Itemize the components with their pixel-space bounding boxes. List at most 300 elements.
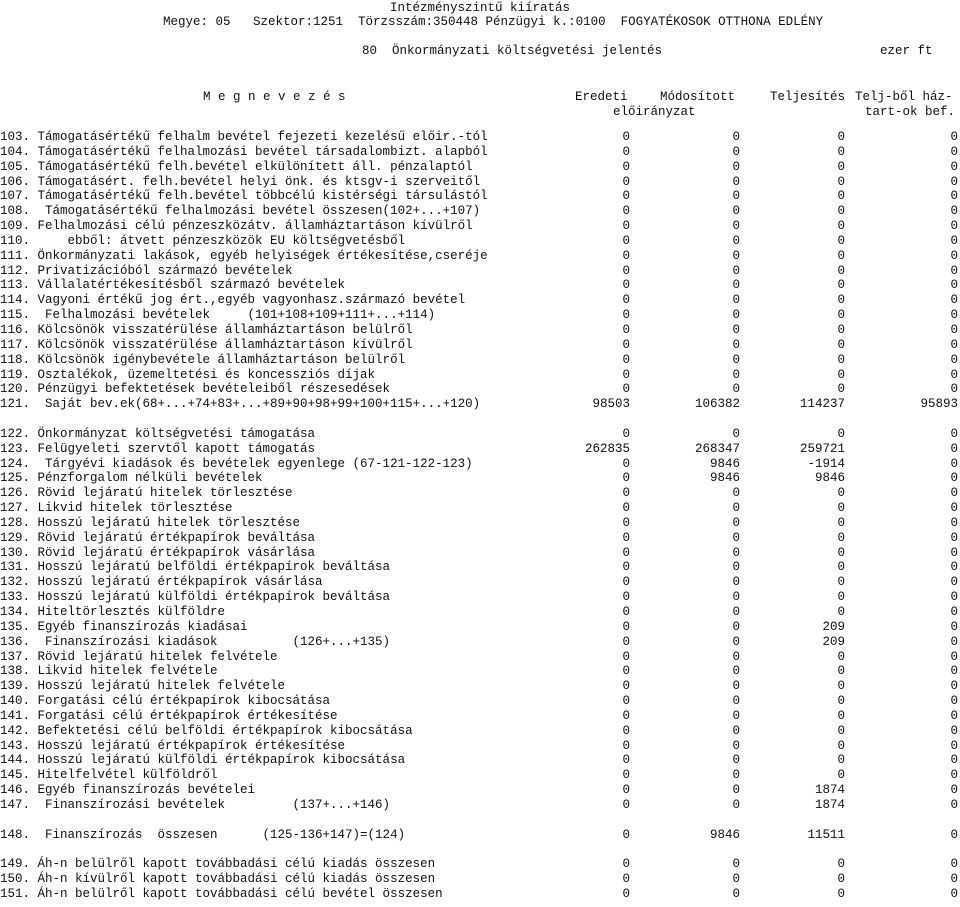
value-performance: 1874	[814, 783, 845, 798]
row-label: 149. Áh-n belülről kapott továbbadási célú kiadás összesen	[0, 857, 436, 872]
value-modified: 0	[732, 322, 740, 337]
value-performance: 0	[837, 367, 845, 382]
value-original: 0	[622, 263, 630, 278]
value-performance: 0	[837, 738, 845, 753]
header-line-institution: Megye: 05 Szektor:1251 Törzsszám:350448 Pénzügyi k.:0100 FOGYATÉKOSOK OTTHONA EDLÉNY	[163, 15, 824, 29]
value-performance: 0	[837, 263, 845, 278]
value-from-performance: 0	[950, 486, 958, 501]
value-from-performance: 0	[950, 738, 958, 753]
table-row	[0, 457, 960, 472]
value-from-performance: 0	[950, 501, 958, 516]
row-label: 116. Kölcsönök visszatérülése államháztartáson belülről	[0, 322, 413, 337]
value-performance: 0	[837, 219, 845, 234]
row-label: 145. Hitelfelvétel külföldről	[0, 768, 218, 783]
table-row	[0, 234, 960, 249]
value-modified: 0	[732, 426, 740, 441]
value-performance: 0	[837, 694, 845, 709]
value-from-performance: 0	[950, 872, 958, 887]
value-modified: 0	[732, 337, 740, 352]
value-modified: 0	[732, 723, 740, 738]
value-from-performance: 0	[950, 723, 958, 738]
value-from-performance: 0	[950, 471, 958, 486]
value-performance: 0	[837, 189, 845, 204]
value-performance: 0	[837, 530, 845, 545]
value-from-performance: 0	[950, 560, 958, 575]
value-performance: 0	[837, 426, 845, 441]
value-original: 0	[622, 130, 630, 144]
value-modified: 0	[732, 263, 740, 278]
table-row	[0, 308, 960, 323]
value-modified: 0	[732, 590, 740, 605]
value-performance: 0	[837, 560, 845, 575]
value-original: 0	[622, 501, 630, 516]
table-row	[0, 709, 960, 724]
value-modified: 0	[732, 367, 740, 382]
value-modified: 0	[732, 144, 740, 159]
value-original: 0	[622, 708, 630, 723]
value-from-performance: 0	[950, 545, 958, 560]
value-performance: 0	[837, 337, 845, 352]
table-row	[0, 471, 960, 486]
value-original: 0	[622, 797, 630, 812]
value-from-performance: 0	[950, 575, 958, 590]
value-modified: 0	[732, 293, 740, 308]
value-modified: 0	[732, 352, 740, 367]
value-from-performance: 0	[950, 189, 958, 204]
value-from-performance: 0	[950, 382, 958, 397]
value-original: 262835	[584, 441, 630, 456]
table-row	[0, 130, 960, 145]
table-row	[0, 739, 960, 754]
table-row	[0, 590, 960, 605]
value-performance: 0	[837, 768, 845, 783]
table-row	[0, 753, 960, 768]
value-original: 0	[622, 293, 630, 308]
value-original: 0	[622, 308, 630, 323]
value-original: 0	[622, 486, 630, 501]
table-row	[0, 442, 960, 457]
value-performance: 0	[837, 708, 845, 723]
value-original: 0	[622, 857, 630, 872]
column-header-performance: Teljesítés	[770, 90, 846, 104]
table-row	[0, 278, 960, 293]
table-row	[0, 620, 960, 635]
value-original: 0	[622, 174, 630, 189]
value-from-performance: 0	[950, 768, 958, 783]
row-label: 123. Felügyeleti szervtől kapott támogatás	[0, 441, 316, 456]
column-header-modified-sub: előirányzat	[613, 105, 696, 119]
row-label: 119. Osztalékok, üzemeltetési és koncessziós díjak	[0, 367, 376, 382]
table-row	[0, 323, 960, 338]
value-from-performance: 0	[950, 352, 958, 367]
value-from-performance: 0	[950, 456, 958, 471]
row-label: 129. Rövid lejáratú értékpapírok beváltása	[0, 530, 316, 545]
value-original: 0	[622, 723, 630, 738]
value-original: 98503	[592, 397, 630, 412]
value-original: 0	[622, 352, 630, 367]
value-original: 0	[622, 426, 630, 441]
row-label: 148. Finanszírozás összesen (125-136+147)=(124)	[0, 827, 406, 842]
row-spacer	[0, 412, 960, 427]
value-modified: 0	[732, 679, 740, 694]
value-modified: 106382	[694, 397, 740, 412]
value-from-performance: 0	[950, 679, 958, 694]
row-label: 128. Hosszú lejáratú hitelek törlesztése	[0, 515, 301, 530]
row-label: 142. Befektetési célú belföldi értékpapírok kibocsátása	[0, 723, 413, 738]
row-label: 118. Kölcsönök igénybevétele államháztartáson belülről	[0, 352, 406, 367]
value-from-performance: 0	[950, 204, 958, 219]
row-label: 140. Forgatási célú értékpapírok kibocsátása	[0, 694, 331, 709]
value-modified: 0	[732, 248, 740, 263]
table-row	[0, 694, 960, 709]
unit-label: ezer ft	[880, 44, 933, 58]
value-original: 0	[622, 560, 630, 575]
table-row	[0, 887, 960, 902]
value-from-performance: 95893	[920, 397, 958, 412]
value-modified: 9846	[709, 827, 740, 842]
value-original: 0	[622, 248, 630, 263]
table-row	[0, 635, 960, 650]
row-label: 133. Hosszú lejáratú külföldi értékpapírok beváltása	[0, 590, 391, 605]
table-row	[0, 219, 960, 234]
value-performance: 209	[822, 619, 845, 634]
value-from-performance: 0	[950, 619, 958, 634]
value-original: 0	[622, 233, 630, 248]
value-from-performance: 0	[950, 515, 958, 530]
row-label: 147. Finanszírozási bevételek (137+...+146)	[0, 797, 391, 812]
value-original: 0	[622, 144, 630, 159]
value-original: 0	[622, 768, 630, 783]
row-label: 136. Finanszírozási kiadások (126+...+135)	[0, 634, 391, 649]
value-original: 0	[622, 159, 630, 174]
row-label: 104. Támogatásértékű felhalmozási bevétel társadalombizt. alapból	[0, 144, 488, 159]
value-performance: 0	[837, 174, 845, 189]
value-original: 0	[622, 664, 630, 679]
value-performance: 0	[837, 248, 845, 263]
row-label: 126. Rövid lejáratú hitelek törlesztése	[0, 486, 293, 501]
value-from-performance: 0	[950, 708, 958, 723]
value-modified: 0	[732, 575, 740, 590]
value-original: 0	[622, 530, 630, 545]
value-original: 0	[622, 575, 630, 590]
value-from-performance: 0	[950, 634, 958, 649]
value-original: 0	[622, 471, 630, 486]
table-row	[0, 189, 960, 204]
value-performance: 0	[837, 753, 845, 768]
value-from-performance: 0	[950, 753, 958, 768]
value-from-performance: 0	[950, 248, 958, 263]
value-from-performance: 0	[950, 530, 958, 545]
value-modified: 9846	[709, 471, 740, 486]
value-original: 0	[622, 456, 630, 471]
value-modified: 0	[732, 797, 740, 812]
table-row	[0, 768, 960, 783]
value-original: 0	[622, 189, 630, 204]
table-row	[0, 486, 960, 501]
table-row	[0, 531, 960, 546]
value-performance: 0	[837, 649, 845, 664]
row-label: 138. Likvid hitelek felvétele	[0, 664, 218, 679]
value-performance: 0	[837, 857, 845, 872]
value-original: 0	[622, 545, 630, 560]
value-modified: 9846	[709, 456, 740, 471]
value-modified: 0	[732, 753, 740, 768]
value-modified: 0	[732, 233, 740, 248]
value-performance: 9846	[814, 471, 845, 486]
report-title: Intézményszintű kiíratás	[389, 1, 571, 15]
table-row	[0, 249, 960, 264]
value-original: 0	[622, 619, 630, 634]
value-original: 0	[622, 382, 630, 397]
value-original: 0	[622, 367, 630, 382]
value-original: 0	[622, 649, 630, 664]
table-row	[0, 353, 960, 368]
row-spacer	[0, 813, 960, 828]
value-original: 0	[622, 204, 630, 219]
value-modified: 0	[732, 738, 740, 753]
value-from-performance: 0	[950, 783, 958, 798]
value-performance: 0	[837, 501, 845, 516]
value-modified: 0	[732, 159, 740, 174]
column-header-from-performance-sub: tart-ok bef.	[865, 105, 956, 119]
value-original: 0	[622, 337, 630, 352]
value-performance: 11511	[807, 827, 845, 842]
row-label: 122. Önkormányzat költségvetési támogatása	[0, 426, 316, 441]
value-from-performance: 0	[950, 887, 958, 902]
value-modified: 0	[732, 708, 740, 723]
row-label: 103. Támogatásértékű felhalm bevétel fejezeti kezelésű előir.-tól	[0, 130, 488, 144]
value-modified: 0	[732, 664, 740, 679]
row-label: 107. Támogatásértékű felh.bevétel többcélú kistérségi társulástól	[0, 189, 488, 204]
table-row	[0, 605, 960, 620]
value-modified: 0	[732, 887, 740, 902]
value-from-performance: 0	[950, 367, 958, 382]
value-modified: 0	[732, 501, 740, 516]
table-row	[0, 828, 960, 843]
value-original: 0	[622, 322, 630, 337]
value-original: 0	[622, 783, 630, 798]
value-performance: 0	[837, 159, 845, 174]
table-row	[0, 397, 960, 412]
value-performance: 114237	[799, 397, 845, 412]
value-from-performance: 0	[950, 278, 958, 293]
value-from-performance: 0	[950, 827, 958, 842]
value-performance: 0	[837, 144, 845, 159]
table-row	[0, 679, 960, 694]
value-original: 0	[622, 278, 630, 293]
value-performance: 0	[837, 887, 845, 902]
value-performance: 0	[837, 278, 845, 293]
value-performance: 0	[837, 679, 845, 694]
table-row	[0, 501, 960, 516]
row-label: 144. Hosszú lejáratú külföldi értékpapírok kibocsátása	[0, 753, 406, 768]
row-label: 109. Felhalmozási célú pénzeszközátv. államháztartáson kívülről	[0, 219, 473, 234]
row-label: 121. Saját bev.ek(68+...+74+83+...+89+90+98+99+100+115+...+120)	[0, 397, 481, 412]
table-row	[0, 368, 960, 383]
value-modified: 0	[732, 768, 740, 783]
value-from-performance: 0	[950, 649, 958, 664]
value-original: 0	[622, 694, 630, 709]
value-performance: 0	[837, 352, 845, 367]
row-label: 114. Vagyoni értékű jog ért.,egyéb vagyonhasz.származó bevétel	[0, 293, 466, 308]
value-original: 0	[622, 605, 630, 619]
value-modified: 0	[732, 783, 740, 798]
table-row	[0, 560, 960, 575]
value-performance: 0	[837, 486, 845, 501]
report-table	[0, 130, 960, 902]
value-modified: 0	[732, 545, 740, 560]
value-modified: 0	[732, 174, 740, 189]
value-modified: 0	[732, 605, 740, 619]
value-from-performance: 0	[950, 337, 958, 352]
value-from-performance: 0	[950, 664, 958, 679]
value-modified: 0	[732, 515, 740, 530]
value-from-performance: 0	[950, 293, 958, 308]
value-modified: 0	[732, 560, 740, 575]
value-from-performance: 0	[950, 426, 958, 441]
row-label: 143. Hosszú lejáratú értékpapírok értékesítése	[0, 738, 346, 753]
value-modified: 0	[732, 530, 740, 545]
value-from-performance: 0	[950, 144, 958, 159]
row-label: 146. Egyéb finanszírozás bevételei	[0, 783, 256, 798]
row-label: 150. Áh-n kívülről kapott továbbadási célú kiadás összesen	[0, 872, 436, 887]
row-spacer	[0, 843, 960, 858]
table-row	[0, 575, 960, 590]
value-performance: 0	[837, 590, 845, 605]
table-row	[0, 293, 960, 308]
row-label: 132. Hosszú lejáratú értékpapírok vásárlása	[0, 575, 323, 590]
value-original: 0	[622, 219, 630, 234]
value-performance: 1874	[814, 797, 845, 812]
table-row	[0, 175, 960, 190]
value-original: 0	[622, 515, 630, 530]
value-performance: 0	[837, 605, 845, 619]
value-from-performance: 0	[950, 797, 958, 812]
value-modified: 0	[732, 857, 740, 872]
row-label: 141. Forgatási célú értékpapírok értékesítése	[0, 708, 338, 723]
table-row	[0, 382, 960, 397]
column-header-from-performance: Telj-ből ház-	[855, 90, 953, 104]
value-performance: 209	[822, 634, 845, 649]
value-from-performance: 0	[950, 233, 958, 248]
value-performance: 259721	[799, 441, 845, 456]
value-from-performance: 0	[950, 159, 958, 174]
value-performance: 0	[837, 872, 845, 887]
value-modified: 0	[732, 486, 740, 501]
value-performance: 0	[837, 382, 845, 397]
value-performance: 0	[837, 545, 845, 560]
row-label: 127. Likvid hitelek törlesztése	[0, 501, 233, 516]
value-modified: 0	[732, 634, 740, 649]
table-row	[0, 338, 960, 353]
table-row	[0, 264, 960, 279]
value-original: 0	[622, 634, 630, 649]
value-performance: 0	[837, 130, 845, 144]
value-from-performance: 0	[950, 322, 958, 337]
value-modified: 0	[732, 872, 740, 887]
row-label: 151. Áh-n belülről kapott továbbadási célú bevétel összesen	[0, 887, 443, 902]
value-original: 0	[622, 679, 630, 694]
column-header-modified: Módosított	[660, 90, 736, 104]
value-modified: 268347	[694, 441, 740, 456]
value-from-performance: 0	[950, 605, 958, 619]
row-label: 135. Egyéb finanszírozás kiadásai	[0, 619, 248, 634]
value-from-performance: 0	[950, 308, 958, 323]
value-original: 0	[622, 872, 630, 887]
table-row	[0, 664, 960, 679]
row-label: 111. Önkormányzati lakások, egyéb helyiségek értékesítése,cseréje	[0, 248, 488, 263]
table-row	[0, 546, 960, 561]
value-modified: 0	[732, 308, 740, 323]
row-label: 113. Vállalatértékesítésből származó bevételek	[0, 278, 346, 293]
value-original: 0	[622, 753, 630, 768]
value-from-performance: 0	[950, 857, 958, 872]
table-row	[0, 204, 960, 219]
row-label: 134. Hiteltörlesztés külföldre	[0, 605, 226, 619]
column-header-name: M e g n e v e z é s	[203, 90, 346, 104]
value-modified: 0	[732, 382, 740, 397]
value-performance: 0	[837, 515, 845, 530]
row-label: 130. Rövid lejáratú értékpapírok vásárlása	[0, 545, 316, 560]
table-row	[0, 872, 960, 887]
value-performance: -1914	[807, 456, 845, 471]
table-row	[0, 145, 960, 160]
value-original: 0	[622, 590, 630, 605]
value-performance: 0	[837, 322, 845, 337]
value-performance: 0	[837, 204, 845, 219]
row-label: 106. Támogatásért. felh.bevétel helyi önk. és ktsgv-i szerveitől	[0, 174, 481, 189]
report-subtitle: Önkormányzati költségvetési jelentés	[392, 44, 663, 58]
value-performance: 0	[837, 293, 845, 308]
value-from-performance: 0	[950, 130, 958, 144]
table-row	[0, 427, 960, 442]
row-label: 115. Felhalmozási bevételek (101+108+109+111+...+114)	[0, 308, 436, 323]
value-from-performance: 0	[950, 174, 958, 189]
value-performance: 0	[837, 723, 845, 738]
value-modified: 0	[732, 204, 740, 219]
table-row	[0, 516, 960, 531]
value-original: 0	[622, 827, 630, 842]
row-label: 139. Hosszú lejáratú hitelek felvétele	[0, 679, 286, 694]
value-performance: 0	[837, 233, 845, 248]
row-label: 120. Pénzügyi befektetések bevételeiből részesedések	[0, 382, 391, 397]
row-label: 124. Tárgyévi kiadások és bevételek egyenlege (67-121-122-123)	[0, 456, 473, 471]
value-from-performance: 0	[950, 219, 958, 234]
value-modified: 0	[732, 189, 740, 204]
column-header-original: Eredeti	[575, 90, 628, 104]
row-label: 105. Támogatásértékű felh.bevétel elkülönített áll. pénzalaptól	[0, 159, 473, 174]
row-label: 125. Pénzforgalom nélküli bevételek	[0, 471, 263, 486]
row-label: 131. Hosszú lejáratú belföldi értékpapírok beváltása	[0, 560, 391, 575]
value-from-performance: 0	[950, 441, 958, 456]
value-from-performance: 0	[950, 263, 958, 278]
row-label: 110. ebből: átvett pénzeszközök EU költségvetésből	[0, 233, 406, 248]
value-from-performance: 0	[950, 694, 958, 709]
value-modified: 0	[732, 619, 740, 634]
value-modified: 0	[732, 649, 740, 664]
report-number: 80	[362, 44, 378, 58]
value-modified: 0	[732, 694, 740, 709]
table-row	[0, 857, 960, 872]
value-modified: 0	[732, 130, 740, 144]
value-performance: 0	[837, 575, 845, 590]
value-modified: 0	[732, 219, 740, 234]
table-row	[0, 798, 960, 813]
row-label: 117. Kölcsönök visszatérülése államháztartáson kívülről	[0, 337, 413, 352]
table-row	[0, 783, 960, 798]
value-performance: 0	[837, 308, 845, 323]
value-original: 0	[622, 887, 630, 902]
